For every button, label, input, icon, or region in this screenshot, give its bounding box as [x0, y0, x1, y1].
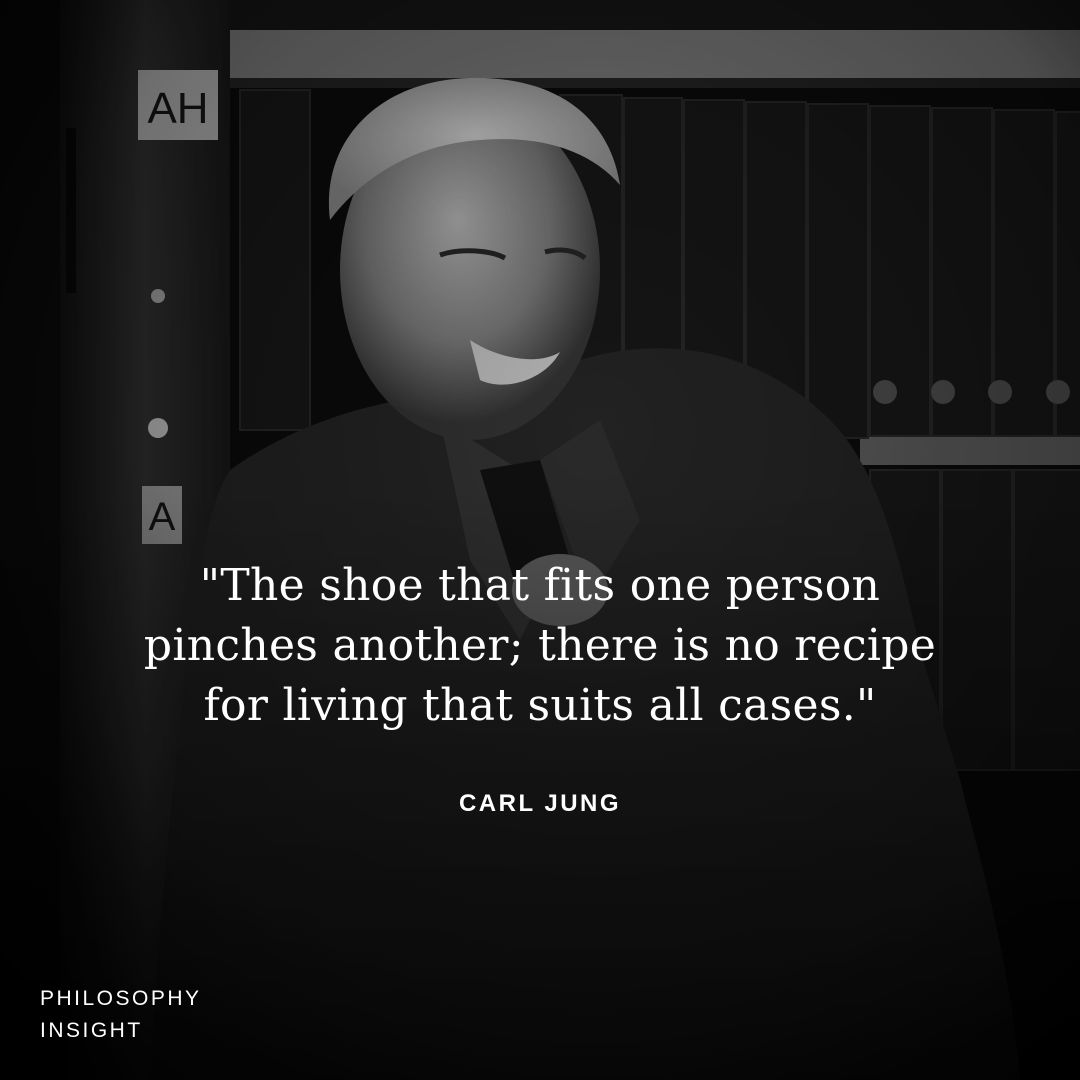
quote-line: for living that suits all cases." — [203, 680, 877, 731]
brand-line-1: PHILOSOPHY — [40, 987, 202, 1010]
quote-author: CARL JUNG — [458, 790, 622, 817]
quote-line: "The shoe that fits one person — [199, 560, 881, 611]
quote-text — [40, 556, 1040, 736]
quote-line: pinches another; there is no recipe — [143, 620, 937, 671]
brand-logo — [40, 983, 202, 1047]
brand-line-2: INSIGHT — [40, 1019, 143, 1042]
